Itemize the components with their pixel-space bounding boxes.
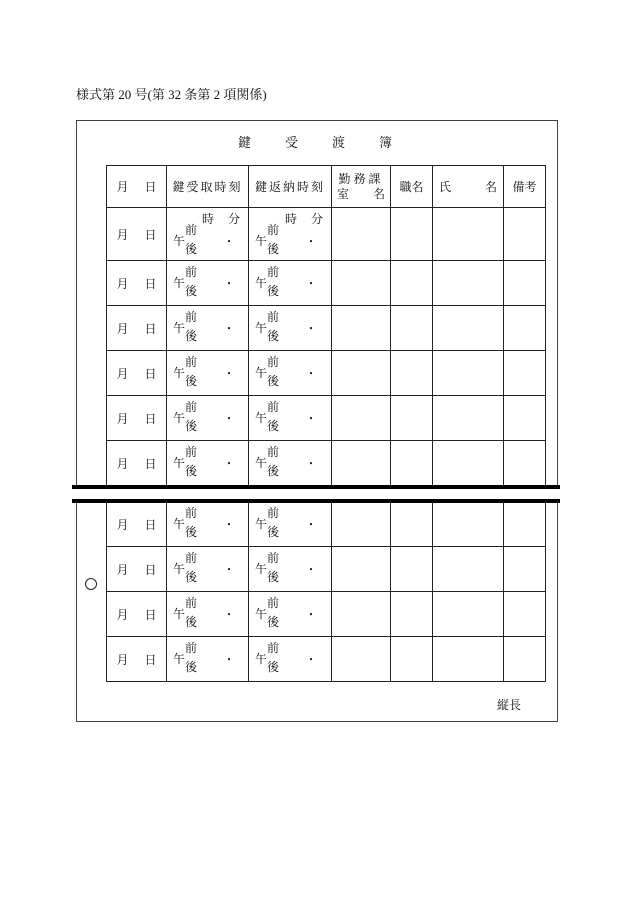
receive-time-cell[interactable]: 午 前 後 ・: [167, 441, 249, 486]
remarks-cell[interactable]: [504, 592, 546, 637]
return-time-cell[interactable]: 午 前 後 ・: [249, 351, 332, 396]
date-cell[interactable]: 月 日: [107, 502, 167, 547]
department-cell[interactable]: [332, 502, 391, 547]
department-cell[interactable]: [332, 261, 391, 306]
remarks-cell[interactable]: [504, 306, 546, 351]
name-cell[interactable]: [433, 441, 504, 486]
circle-mark: [85, 578, 97, 590]
table-row: [107, 208, 546, 261]
return-time-cell[interactable]: 午 前 後 ・: [249, 592, 332, 637]
return-time-cell[interactable]: 午 前 後 ・: [249, 441, 332, 486]
date-cell[interactable]: 月 日: [107, 351, 167, 396]
department-cell[interactable]: [332, 441, 391, 486]
remarks-cell[interactable]: [504, 637, 546, 682]
date-cell[interactable]: 月 日: [107, 637, 167, 682]
date-cell[interactable]: 月 日: [107, 396, 167, 441]
position-cell[interactable]: [391, 396, 433, 441]
header-position: 職名: [391, 166, 433, 208]
header-date: 月 日: [107, 166, 167, 208]
name-cell[interactable]: [433, 306, 504, 351]
remarks-cell[interactable]: [504, 441, 546, 486]
table-row: [107, 592, 546, 637]
date-cell[interactable]: 月 日: [107, 547, 167, 592]
receive-time-cell[interactable]: 午 前 後 ・: [167, 637, 249, 682]
position-cell[interactable]: [391, 637, 433, 682]
remarks-cell[interactable]: [504, 547, 546, 592]
receive-time-cell[interactable]: 午 前 後 ・: [167, 306, 249, 351]
receive-time-cell[interactable]: 午 前 後 ・ 時 分: [167, 208, 249, 261]
table-header-row: [107, 166, 546, 208]
return-time-cell[interactable]: 午 前 後 ・: [249, 547, 332, 592]
return-time-cell[interactable]: 午 前 後 ・: [249, 637, 332, 682]
title-char: 鍵: [237, 135, 251, 150]
return-time-cell[interactable]: 午 前 後 ・: [249, 306, 332, 351]
remarks-cell[interactable]: [504, 208, 546, 261]
date-cell[interactable]: 月 日: [107, 306, 167, 351]
return-time-cell[interactable]: 午 前 後 ・: [249, 261, 332, 306]
header-receive-time: 鍵受取時刻: [167, 166, 249, 208]
date-cell[interactable]: 月 日: [107, 592, 167, 637]
date-cell[interactable]: 月 日: [107, 261, 167, 306]
position-cell[interactable]: [391, 208, 433, 261]
name-cell[interactable]: [433, 396, 504, 441]
position-cell[interactable]: [391, 351, 433, 396]
table-row: [107, 441, 546, 486]
title-char: 簿: [379, 135, 393, 150]
position-cell[interactable]: [391, 547, 433, 592]
hour-minute-label: 時 分: [284, 212, 323, 226]
header-return-time: 鍵返納時刻: [249, 166, 332, 208]
name-cell[interactable]: [433, 547, 504, 592]
hour-minute-label: 時 分: [201, 212, 240, 226]
return-time-cell[interactable]: 午 前 後 ・: [249, 502, 332, 547]
table-row: [107, 396, 546, 441]
remarks-cell[interactable]: [504, 261, 546, 306]
remarks-cell[interactable]: [504, 396, 546, 441]
page-title: [0, 132, 630, 151]
title-char: 受: [284, 135, 298, 150]
name-cell[interactable]: [433, 502, 504, 547]
key-log-table-top: [106, 165, 546, 486]
name-cell[interactable]: [433, 351, 504, 396]
receive-time-cell[interactable]: 午 前 後 ・: [167, 351, 249, 396]
receive-time-cell[interactable]: 午 前 後 ・: [167, 502, 249, 547]
name-cell[interactable]: [433, 592, 504, 637]
return-time-cell[interactable]: 午 前 後 ・: [249, 396, 332, 441]
date-cell[interactable]: 月 日: [107, 208, 167, 261]
form-caption: 様式第 20 号(第 32 条第 2 項関係): [76, 87, 267, 102]
date-cell[interactable]: 月 日: [107, 441, 167, 486]
name-cell[interactable]: [433, 261, 504, 306]
position-cell[interactable]: [391, 441, 433, 486]
title-char: 渡: [332, 135, 346, 150]
position-cell[interactable]: [391, 261, 433, 306]
receive-time-cell[interactable]: 午 前 後 ・: [167, 592, 249, 637]
department-cell[interactable]: [332, 208, 391, 261]
receive-time-cell[interactable]: 午 前 後 ・: [167, 547, 249, 592]
department-cell[interactable]: [332, 306, 391, 351]
department-cell[interactable]: [332, 396, 391, 441]
table-row: [107, 261, 546, 306]
position-cell[interactable]: [391, 592, 433, 637]
table-row: [107, 547, 546, 592]
receive-time-cell[interactable]: 午 前 後 ・: [167, 261, 249, 306]
header-remarks: 備考: [504, 166, 546, 208]
key-log-table-bottom: [106, 502, 546, 682]
table-row: [107, 502, 546, 547]
table-row: [107, 351, 546, 396]
department-cell[interactable]: [332, 637, 391, 682]
return-time-cell[interactable]: 午 前 後 ・ 時 分: [249, 208, 332, 261]
footer-note: 縦長: [497, 698, 522, 712]
remarks-cell[interactable]: [504, 351, 546, 396]
receive-time-cell[interactable]: 午 前 後 ・: [167, 396, 249, 441]
name-cell[interactable]: [433, 637, 504, 682]
department-cell[interactable]: [332, 547, 391, 592]
position-cell[interactable]: [391, 502, 433, 547]
break-line: [72, 485, 560, 489]
table-row: [107, 637, 546, 682]
position-cell[interactable]: [391, 306, 433, 351]
header-department: 勤務課 室 名: [332, 166, 391, 208]
header-name: 氏 名: [433, 166, 504, 208]
department-cell[interactable]: [332, 592, 391, 637]
table-row: [107, 306, 546, 351]
department-cell[interactable]: [332, 351, 391, 396]
name-cell[interactable]: [433, 208, 504, 261]
remarks-cell[interactable]: [504, 502, 546, 547]
